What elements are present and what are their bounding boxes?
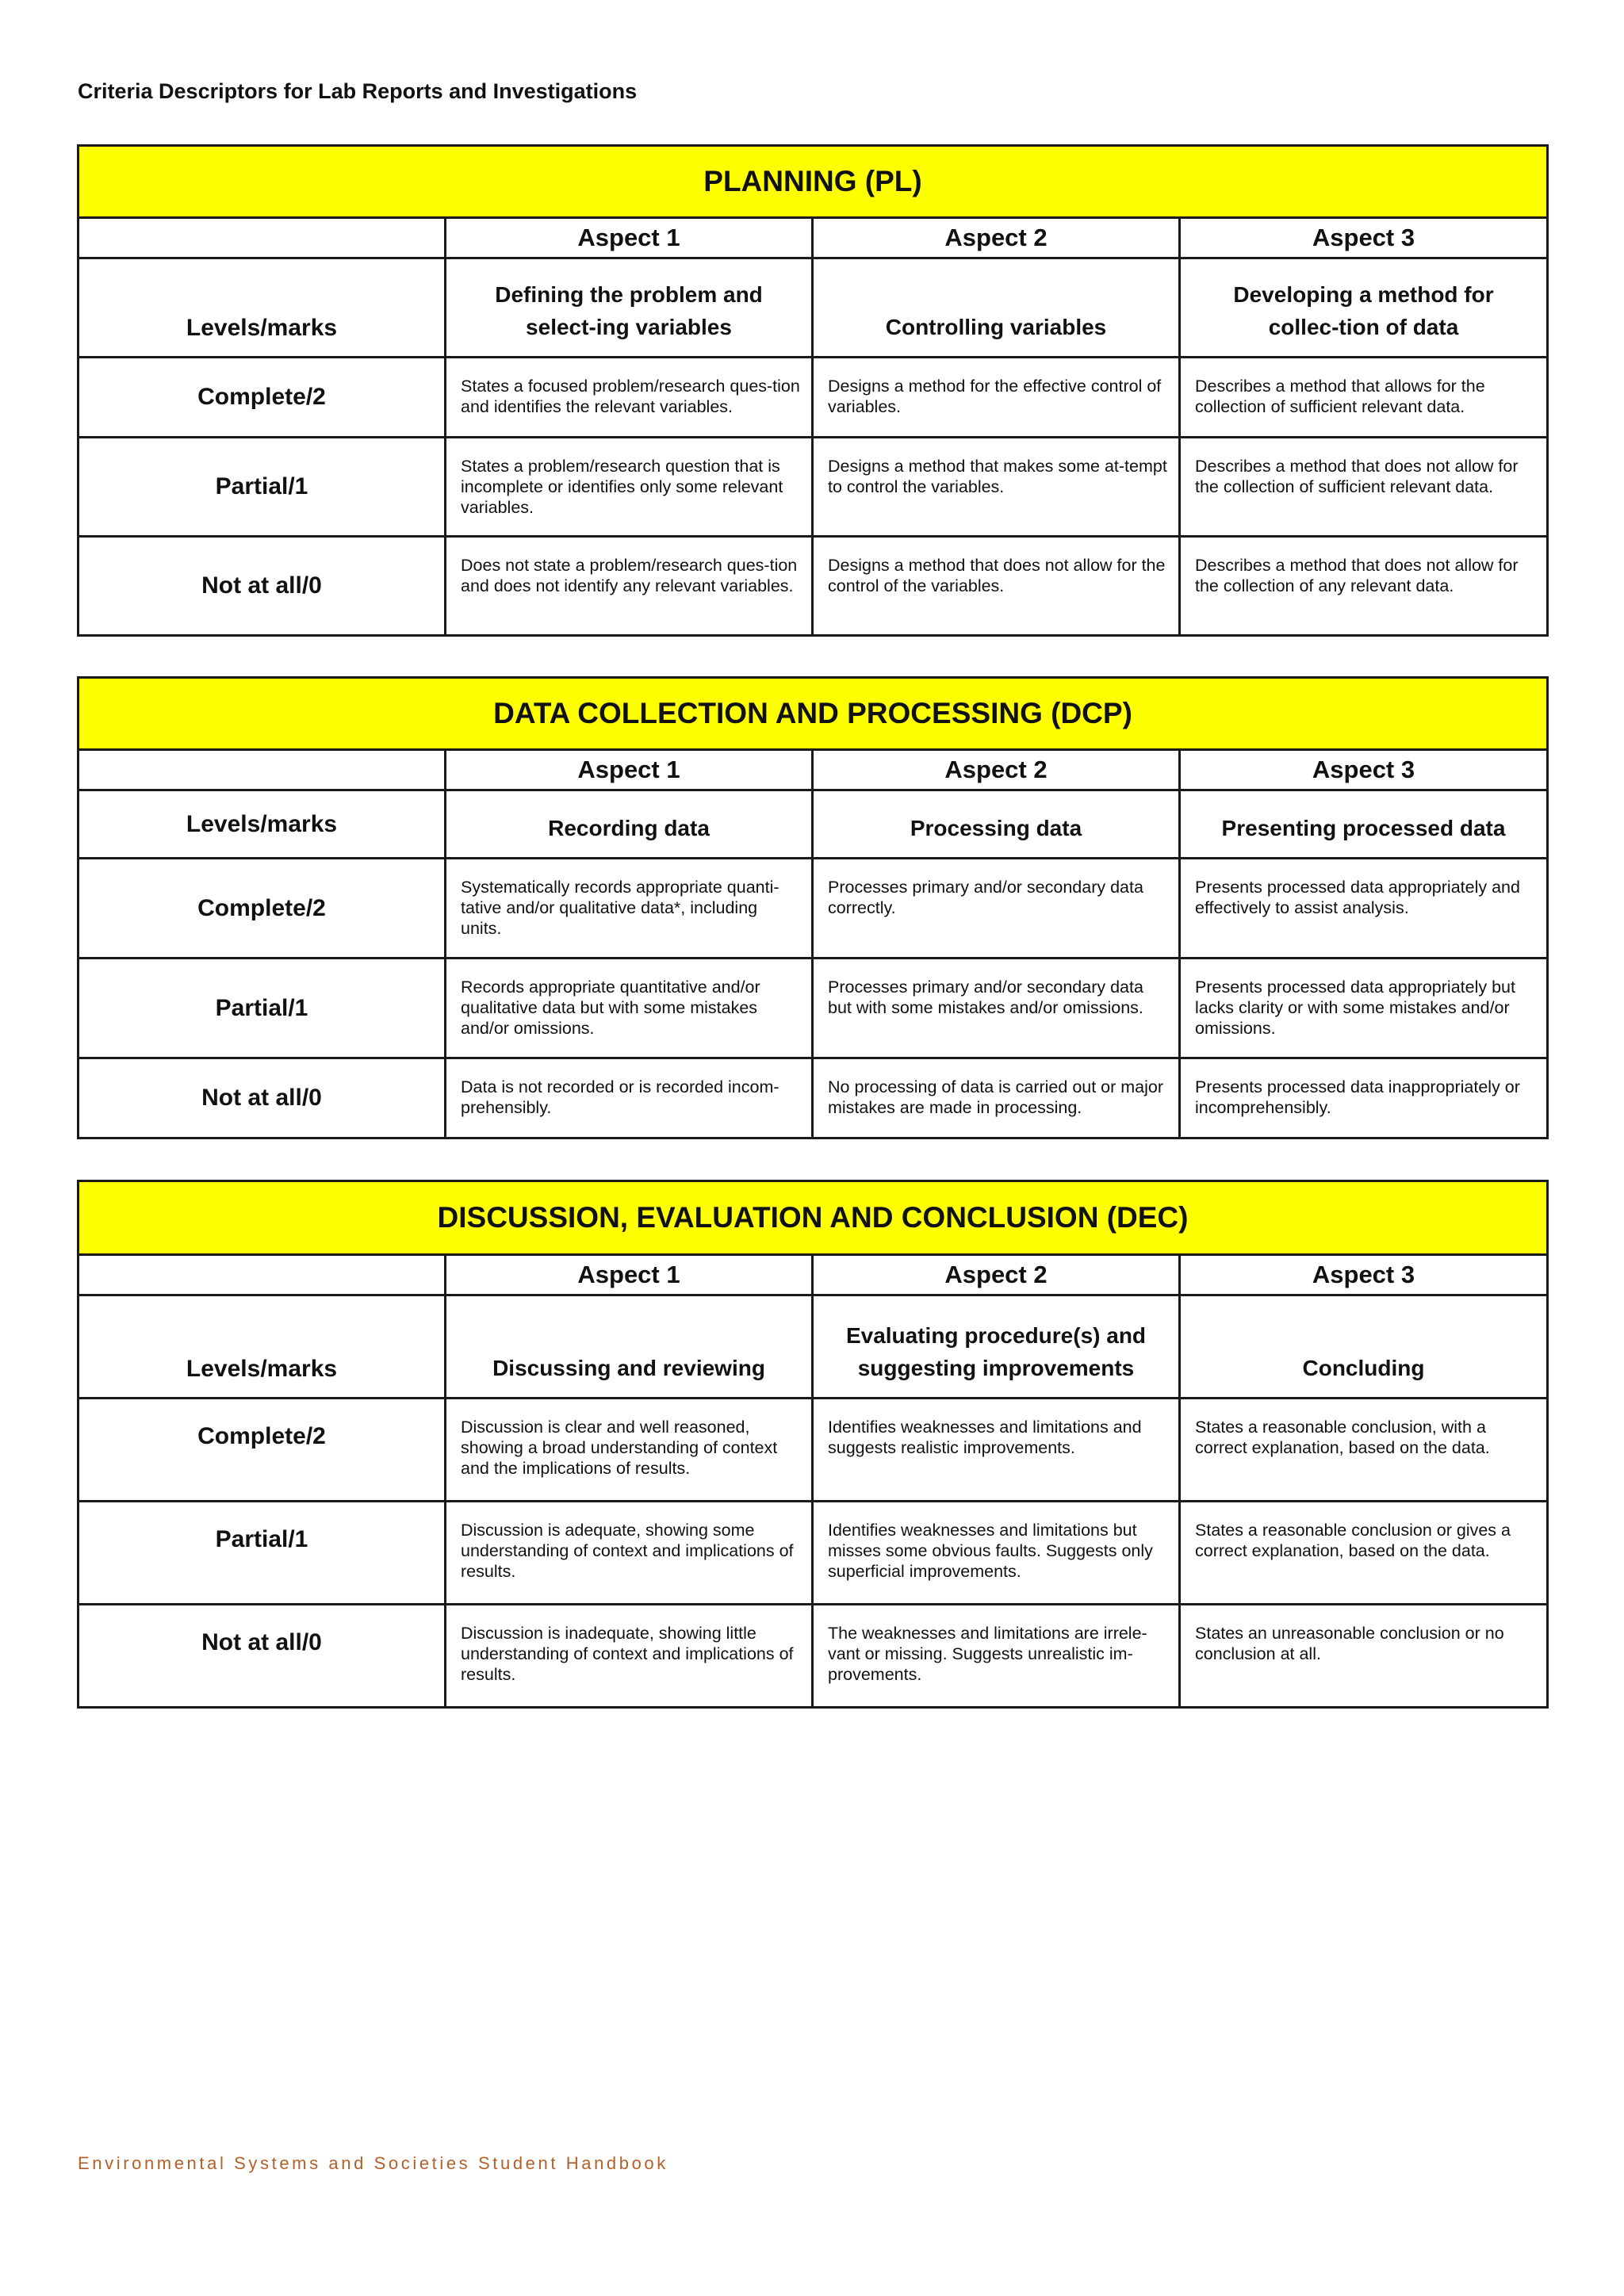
aspect-3-heading: Aspect 3 — [1180, 218, 1548, 258]
table-row — [79, 1399, 1548, 1502]
descriptor-cell: Describes a method that does not allow for the collection of any relevant data. — [1180, 537, 1548, 636]
table-row — [79, 358, 1548, 438]
aspect-2-subheading: Evaluating procedure(s) and suggesting improvements — [813, 1295, 1180, 1399]
level-label: Complete/2 — [79, 859, 446, 959]
table-row — [79, 1058, 1548, 1138]
dcp-table — [77, 676, 1549, 1139]
descriptor-cell: Records appropriate quantitative and/or qualitative data but with some mistakes and/or omissions. — [446, 959, 813, 1058]
table-row — [79, 438, 1548, 537]
descriptor-cell: Presents processed data inappropriately or incomprehensibly. — [1180, 1058, 1548, 1138]
descriptor-cell: Identifies weaknesses and limitations but misses some obvious faults. Suggests only superficial improvements. — [813, 1502, 1180, 1605]
aspect-3-heading: Aspect 3 — [1180, 1255, 1548, 1295]
descriptor-cell: Presents processed data appropriately and effectively to assist analysis. — [1180, 859, 1548, 959]
aspect-1-heading: Aspect 1 — [446, 218, 813, 258]
blank-cell — [79, 1255, 446, 1295]
blank-cell — [79, 750, 446, 790]
descriptor-cell: Data is not recorded or is recorded incom-prehensibly. — [446, 1058, 813, 1138]
planning-table — [77, 144, 1549, 637]
table-row — [79, 1502, 1548, 1605]
aspect-3-subheading: Presenting processed data — [1180, 790, 1548, 859]
aspect-3-heading: Aspect 3 — [1180, 750, 1548, 790]
descriptor-cell: Systematically records appropriate quanti-tative and/or qualitative data*, including units. — [446, 859, 813, 959]
aspect-2-heading: Aspect 2 — [813, 750, 1180, 790]
aspect-1-subheading: Defining the problem and select-ing variables — [446, 258, 813, 358]
descriptor-cell: Processes primary and/or secondary data correctly. — [813, 859, 1180, 959]
table-row — [79, 1605, 1548, 1708]
descriptor-cell: Designs a method that does not allow for the control of the variables. — [813, 537, 1180, 636]
descriptor-cell: Presents processed data appropriately but lacks clarity or with some mistakes and/or omissions. — [1180, 959, 1548, 1058]
dec-table — [77, 1180, 1549, 1709]
aspect-1-subheading: Recording data — [446, 790, 813, 859]
descriptor-cell: States a focused problem/research ques-tion and identifies the relevant variables. — [446, 358, 813, 438]
table-row — [79, 537, 1548, 636]
levels-marks-label: Levels/marks — [79, 1295, 446, 1399]
descriptor-cell: Describes a method that allows for the collection of sufficient relevant data. — [1180, 358, 1548, 438]
aspect-1-heading: Aspect 1 — [446, 750, 813, 790]
descriptor-cell: States a reasonable conclusion, with a correct explanation, based on the data. — [1180, 1399, 1548, 1502]
level-label: Not at all/0 — [79, 537, 446, 636]
aspect-3-subheading: Concluding — [1180, 1295, 1548, 1399]
section-title: DISCUSSION, EVALUATION AND CONCLUSION (DEC) — [79, 1181, 1548, 1255]
aspect-1-heading: Aspect 1 — [446, 1255, 813, 1295]
aspect-2-heading: Aspect 2 — [813, 1255, 1180, 1295]
aspect-2-subheading: Controlling variables — [813, 258, 1180, 358]
aspect-3-subheading: Developing a method for collec-tion of data — [1180, 258, 1548, 358]
descriptor-cell: No processing of data is carried out or major mistakes are made in processing. — [813, 1058, 1180, 1138]
table-row — [79, 959, 1548, 1058]
level-label: Complete/2 — [79, 1399, 446, 1502]
descriptor-cell: Processes primary and/or secondary data but with some mistakes and/or omissions. — [813, 959, 1180, 1058]
section-title: PLANNING (PL) — [79, 146, 1548, 218]
levels-marks-label: Levels/marks — [79, 258, 446, 358]
descriptor-cell: States an unreasonable conclusion or no conclusion at all. — [1180, 1605, 1548, 1708]
level-label: Complete/2 — [79, 358, 446, 438]
descriptor-cell: Discussion is inadequate, showing little understanding of context and implications of results. — [446, 1605, 813, 1708]
descriptor-cell: States a reasonable conclusion or gives a correct explanation, based on the data. — [1180, 1502, 1548, 1605]
level-label: Not at all/0 — [79, 1058, 446, 1138]
blank-cell — [79, 218, 446, 258]
level-label: Partial/1 — [79, 959, 446, 1058]
descriptor-cell: Identifies weaknesses and limitations and suggests realistic improvements. — [813, 1399, 1180, 1502]
descriptor-cell: Designs a method for the effective control of variables. — [813, 358, 1180, 438]
level-label: Not at all/0 — [79, 1605, 446, 1708]
section-title: DATA COLLECTION AND PROCESSING (DCP) — [79, 678, 1548, 750]
aspect-1-subheading: Discussing and reviewing — [446, 1295, 813, 1399]
page-title: Criteria Descriptors for Lab Reports and Investigations — [78, 79, 638, 103]
table-row — [79, 859, 1548, 959]
levels-marks-label: Levels/marks — [79, 790, 446, 859]
descriptor-cell: Describes a method that does not allow for the collection of sufficient relevant data. — [1180, 438, 1548, 537]
descriptor-cell: States a problem/research question that is incomplete or identifies only some relevant variables. — [446, 438, 813, 537]
page-footer: Environmental Systems and Societies Student Handbook — [78, 2153, 668, 2173]
level-label: Partial/1 — [79, 438, 446, 537]
descriptor-cell: Designs a method that makes some at-tempt to control the variables. — [813, 438, 1180, 537]
descriptor-cell: The weaknesses and limitations are irrele-vant or missing. Suggests unrealistic im-provements. — [813, 1605, 1180, 1708]
level-label: Partial/1 — [79, 1502, 446, 1605]
descriptor-cell: Discussion is adequate, showing some understanding of context and implications of results. — [446, 1502, 813, 1605]
aspect-2-heading: Aspect 2 — [813, 218, 1180, 258]
aspect-2-subheading: Processing data — [813, 790, 1180, 859]
descriptor-cell: Does not state a problem/research ques-tion and does not identify any relevant variables. — [446, 537, 813, 636]
descriptor-cell: Discussion is clear and well reasoned, showing a broad understanding of context and the implications of results. — [446, 1399, 813, 1502]
